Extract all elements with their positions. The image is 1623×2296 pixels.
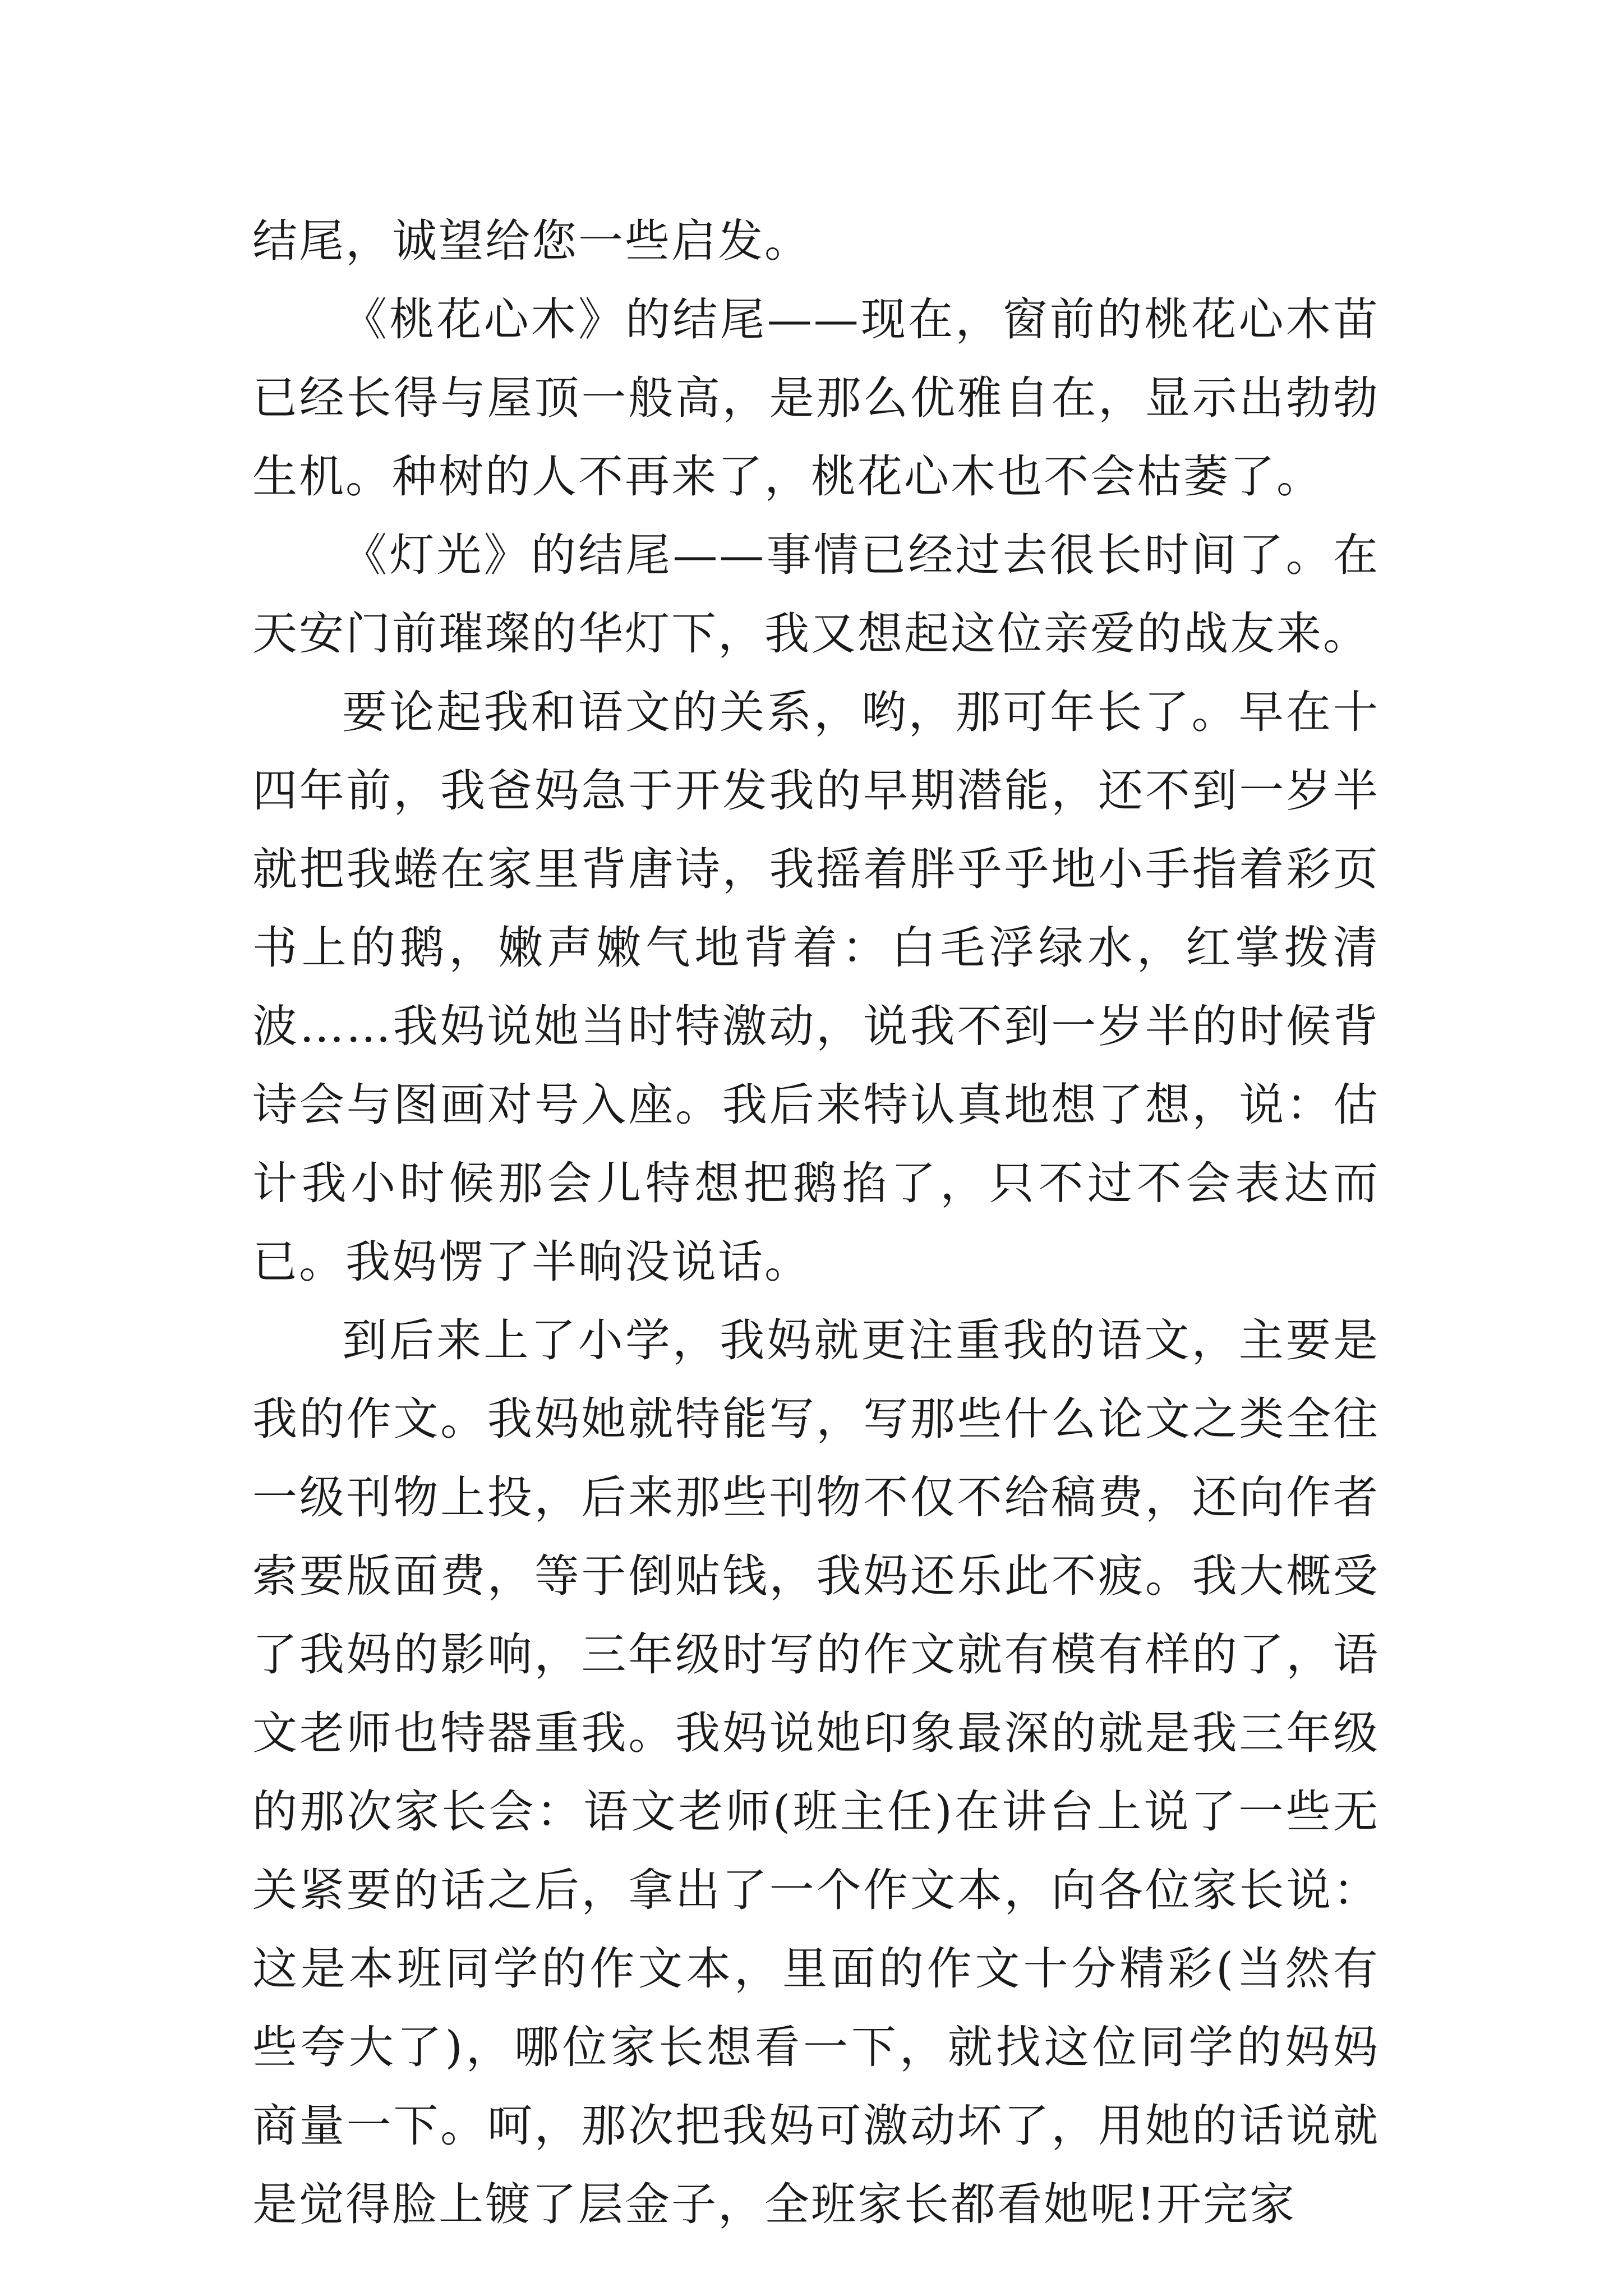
paragraph-2: 《桃花心木》的结尾——现在，窗前的桃花心木苗已经长得与屋顶一般高，是那么优雅自在，显示出勃勃生机。种树的人不再来了，桃花心木也不会枯萎了。	[252, 293, 1380, 503]
paragraph-4: 要论起我和语文的关系，哟，那可年长了。早在十四年前，我爸妈急于开发我的早期潜能，还不到一岁半就把我蜷在家里背唐诗，我摇着胖乎乎地小手指着彩页书上的鹅，嫩声嫩气地背着：白毛浮绿水，红掌拨清波……我妈说她当时特激动，说我不到一岁半的时候背诗会与图画对号入座。我后来特认真地想了想，说：估计我小时候那会儿特想把鹅掐了，只不过不会表达而已。我妈愣了半晌没说话。	[252, 686, 1380, 1288]
document-body	[252, 202, 1380, 2244]
paragraph-1: 结尾，诚望给您一些启发。	[252, 215, 811, 267]
paragraph-5: 到后来上了小学，我妈就更注重我的语文，主要是我的作文。我妈她就特能写，写那些什么论文之类全往一级刊物上投，后来那些刊物不仅不给稿费，还向作者索要版面费，等于倒贴钱，我妈还乐此不疲。我大概受了我妈的影响，三年级时写的作文就有模有样的了，语文老师也特器重我。我妈说她印象最深的就是我三年级的那次家长会：语文老师(班主任)在讲台上说了一些无关紧要的话之后，拿出了一个作文本，向各位家长说：这是本班同学的作文本，里面的作文十分精彩(当然有些夸大了)，哪位家长想看一下，就找这位同学的妈妈商量一下。呵，那次把我妈可激动坏了，用她的话说就是觉得脸上镀了层金子，全班家长都看她呢!开完家	[252, 1314, 1380, 2230]
paragraph-3: 《灯光》的结尾——事情已经过去很长时间了。在天安门前璀璨的华灯下，我又想起这位亲爱的战友来。	[252, 529, 1380, 660]
